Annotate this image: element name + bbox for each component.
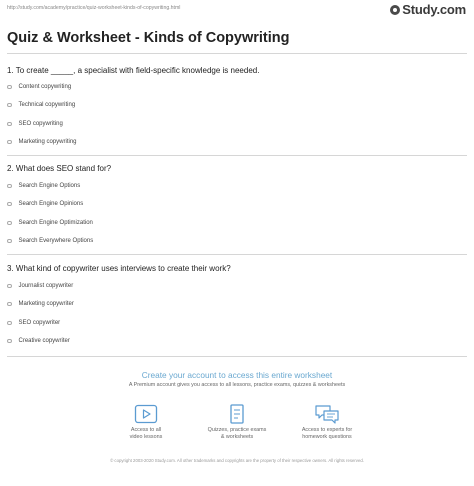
top-bar [0,0,474,16]
option-label: Technical copywriting [18,102,76,108]
question-3-option-3[interactable] [7,318,60,328]
radio-button[interactable] [7,221,12,226]
radio-button[interactable] [7,140,12,145]
option-label: Search Engine Opinions [18,201,84,207]
question-2: 2. What does SEO stand for? [7,164,112,173]
feature-video-lessons [106,404,186,441]
expert-chat-icon [314,404,340,424]
radio-button[interactable] [7,85,12,90]
radio-button[interactable] [7,339,12,344]
video-lesson-icon [134,404,158,424]
logo-icon [390,5,400,15]
question-divider [7,254,467,255]
question-1-option-1[interactable] [7,82,71,92]
feature-quizzes [197,404,277,441]
page-url: http://study.com/academy/practice/quiz-worksheet-kinds-of-copywriting.html [7,5,181,11]
radio-button[interactable] [7,122,12,127]
question-1-option-2[interactable] [7,100,75,110]
option-label: Marketing copywriter [18,301,74,307]
question-3-option-4[interactable] [7,336,70,346]
page-title: Quiz & Worksheet - Kinds of Copywriting [7,30,290,46]
feature-experts [287,404,367,441]
feature-text: Access to experts for homework questions [301,427,353,440]
radio-button[interactable] [7,239,12,244]
option-label: Search Engine Optimization [18,220,93,226]
radio-button[interactable] [7,284,12,289]
option-label: Journalist copywriter [18,283,74,289]
section-divider [7,356,467,357]
question-3-option-2[interactable] [7,299,74,309]
question-3-option-1[interactable] [7,281,73,291]
create-account-link[interactable]: Create your account to access this entire worksheet [141,370,333,380]
premium-promo [0,370,474,388]
footer-copyright: © copyright 2003-2020 Study.com. All other trademarks and copyrights are the property of their respective owners. All rights reserved. [110,458,364,463]
logo-text: Study.com [402,2,466,17]
question-2-option-2[interactable] [7,199,83,209]
question-1-option-3[interactable] [7,119,63,129]
feature-text: Quizzes, practice exams & worksheets [207,427,267,440]
question-1: 1. To create _____, a specialist with field-specific knowledge is needed. [7,66,260,75]
option-label: Search Engine Options [18,183,81,189]
study-logo[interactable] [390,2,466,17]
quiz-icon [225,404,249,424]
radio-button[interactable] [7,184,12,189]
question-1-option-4[interactable] [7,137,77,147]
question-2-option-1[interactable] [7,181,80,191]
question-divider [7,155,467,156]
radio-button[interactable] [7,202,12,207]
option-label: Content copywriting [18,84,72,90]
feature-text: Access to all video lessons [129,427,163,440]
option-label: SEO copywriting [18,121,63,127]
option-label: Marketing copywriting [18,139,77,145]
option-label: Creative copywriter [18,338,70,344]
title-divider [7,53,467,54]
question-2-option-3[interactable] [7,218,93,228]
question-2-option-4[interactable] [7,236,93,246]
question-3: 3. What kind of copywriter uses interviews to create their work? [7,264,231,273]
promo-subtext: A Premium account gives you access to all lessons, practice exams, quizzes & worksheets [128,382,346,388]
radio-button[interactable] [7,103,12,108]
radio-button[interactable] [7,321,12,326]
radio-button[interactable] [7,302,12,307]
option-label: SEO copywriter [18,320,61,326]
option-label: Search Everywhere Options [18,238,94,244]
